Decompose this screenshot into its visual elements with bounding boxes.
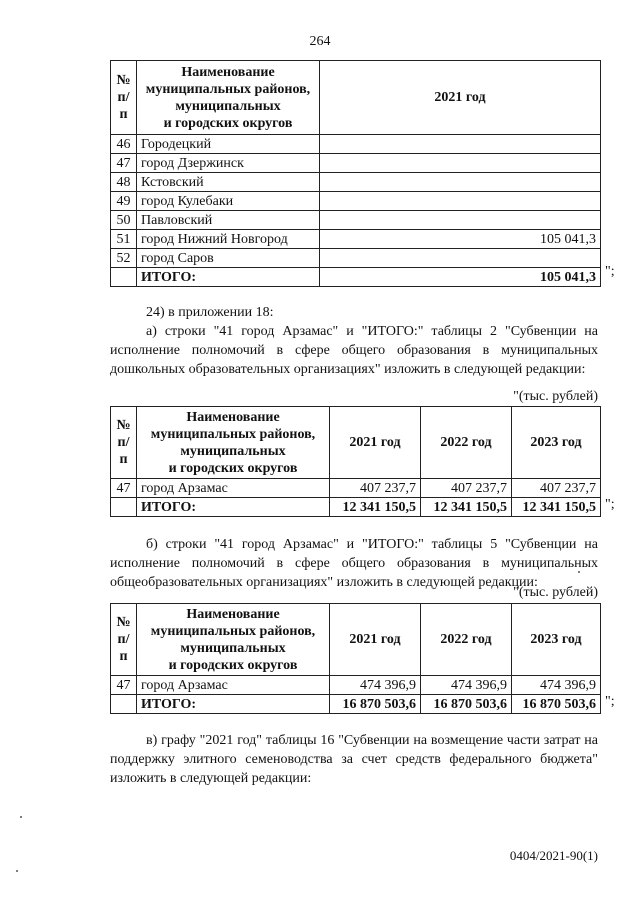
- table-top-closing-quote: ";: [605, 264, 615, 279]
- item-24: 24) в приложении 18:: [146, 305, 274, 320]
- table-row: 52 город Саров: [111, 249, 601, 268]
- table-header-row: [111, 604, 601, 676]
- header-2021: 2021 год: [330, 604, 421, 676]
- header-2021: 2021 год: [320, 61, 601, 135]
- table-row: 47 город Арзамас 474 396,9 474 396,9 474 396,9: [111, 676, 601, 695]
- table-row: 51 город Нижний Новгород 105 041,3: [111, 230, 601, 249]
- table-row: 47 город Арзамас 407 237,7 407 237,7 407 237,7: [111, 479, 601, 498]
- table-row: 50 Павловский: [111, 211, 601, 230]
- table-header-row: [111, 61, 601, 135]
- header-num: № п/п: [111, 604, 137, 676]
- table-row: 46 Городецкий: [111, 135, 601, 154]
- table-5-closing-quote: ";: [605, 694, 615, 709]
- scan-speck: [578, 571, 580, 573]
- header-num: № п/п: [111, 407, 137, 479]
- paragraph-v: в) графу "2021 год" таблицы 16 "Субвенции на возмещение части затрат на поддержку элитного семеноводства за счет средств федерального бюджета" изложить в следующей редакции:: [110, 733, 598, 786]
- paragraph-a: а) строки "41 город Арзамас" и "ИТОГО:" таблицы 2 "Субвенции на исполнение полномочий в сфере общего образования в муниципальных дошкольных образовательных организациях" изложить в следующей редакции:: [110, 324, 598, 377]
- table-2: [110, 406, 601, 517]
- header-2022: 2022 год: [421, 604, 512, 676]
- table-total-row: ИТОГО: 16 870 503,6 16 870 503,6 16 870 503,6: [111, 695, 601, 714]
- page-number: 264: [309, 34, 331, 49]
- table-5: [110, 603, 601, 714]
- header-2022: 2022 год: [421, 407, 512, 479]
- header-2023: 2023 год: [512, 604, 601, 676]
- unit-label-table5: "(тыс. рублей): [513, 585, 598, 600]
- document-code: 0404/2021-90(1): [509, 848, 598, 863]
- table-total-row: ИТОГО: 105 041,3: [111, 268, 601, 287]
- table-row: 47 город Дзержинск: [111, 154, 601, 173]
- scan-speck: [20, 816, 22, 818]
- table-2-closing-quote: ";: [605, 497, 615, 512]
- paragraph-b: б) строки "41 город Арзамас" и "ИТОГО:" таблицы 5 "Субвенции на исполнение полномочий в сфере общего образования в муниципальных общеобразовательных организациях" изложить в следующей редакции:: [110, 537, 598, 590]
- header-name: Наименование муниципальных районов, муниципальных и городских округов: [137, 604, 330, 676]
- scan-speck: [16, 870, 18, 872]
- header-num: № п/п: [111, 61, 137, 135]
- unit-label-table2: "(тыс. рублей): [513, 389, 598, 404]
- header-name: Наименование муниципальных районов, муниципальных и городских округов: [137, 407, 330, 479]
- table-header-row: [111, 407, 601, 479]
- table-total-row: ИТОГО: 12 341 150,5 12 341 150,5 12 341 150,5: [111, 498, 601, 517]
- header-name: Наименование муниципальных районов, муниципальных и городских округов: [137, 61, 320, 135]
- table-top: [110, 60, 601, 287]
- header-2021: 2021 год: [330, 407, 421, 479]
- table-row: 48 Кстовский: [111, 173, 601, 192]
- header-2023: 2023 год: [512, 407, 601, 479]
- table-row: 49 город Кулебаки: [111, 192, 601, 211]
